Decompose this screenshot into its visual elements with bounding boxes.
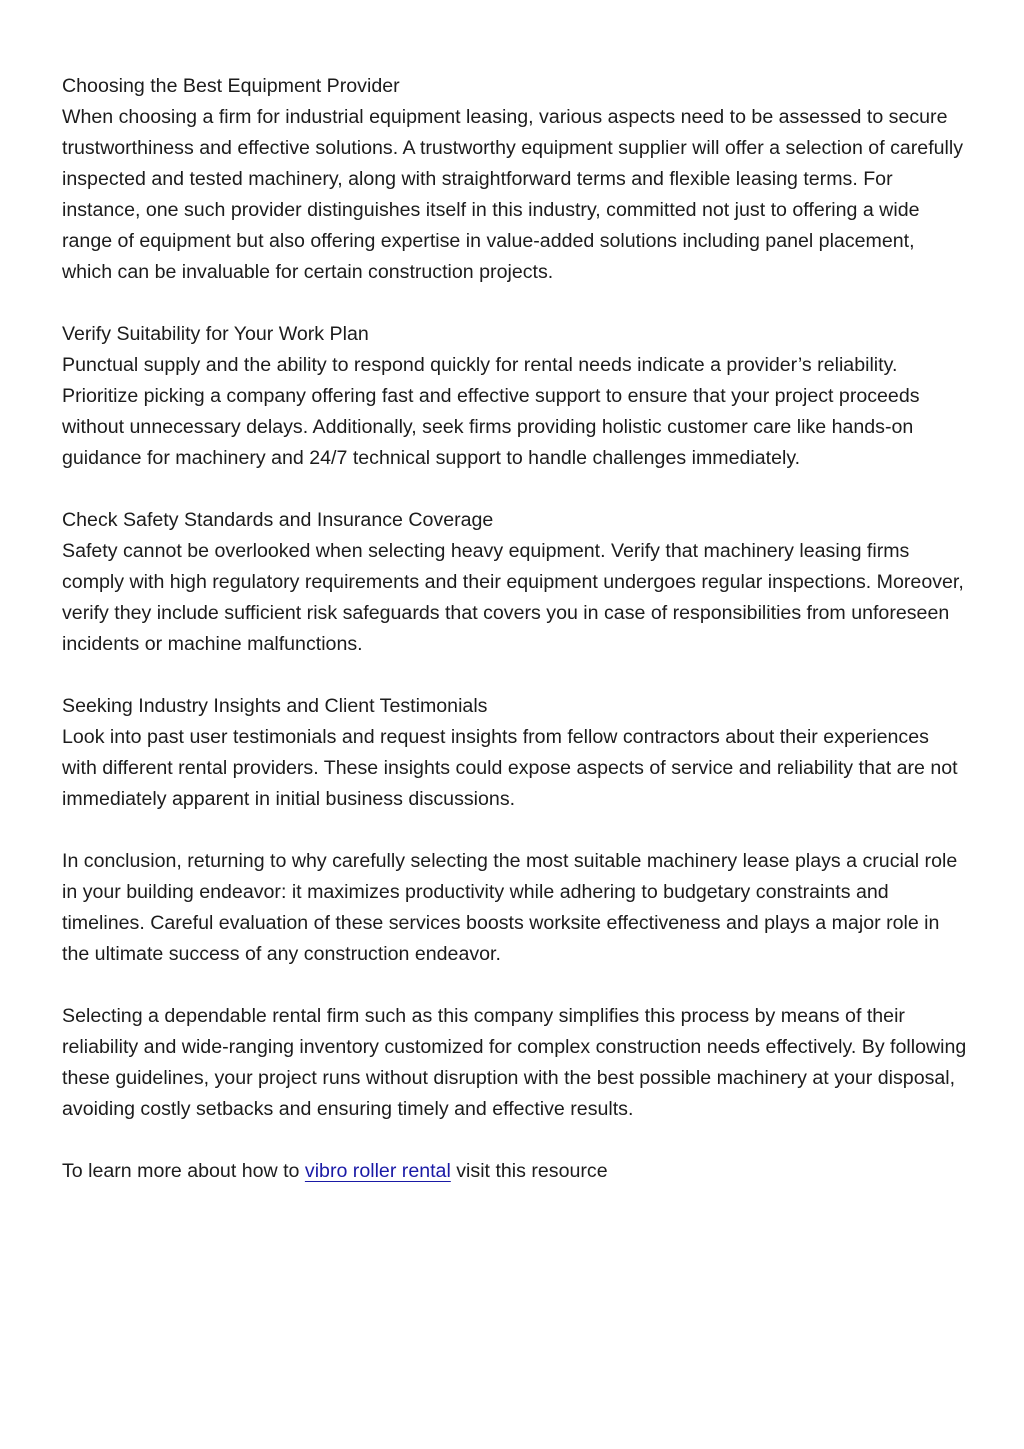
call-to-action [62, 1156, 967, 1187]
section-choosing-provider [62, 71, 967, 288]
recommendation-text: Selecting a dependable rental firm such as this company simplifies this process by means of their reliability and wide-ranging inventory customized for complex construction needs effectively. By following these guidelines, your project runs without disruption with the best possible machinery at your disposal, avoiding costly setbacks and ensuring timely and effective results. [62, 1005, 967, 1120]
cta-prefix: To learn more about how to [62, 1160, 305, 1182]
section-industry-insights [62, 691, 967, 815]
vibro-roller-rental-link[interactable]: vibro roller rental [304, 1160, 451, 1182]
section-body: Look into past user testimonials and request insights from fellow contractors about their experiences with different rental providers. These insights could expose aspects of service and reliability that are not immediately apparent in initial business discussions. [62, 726, 958, 810]
section-safety-standards [62, 505, 967, 660]
section-body: Safety cannot be overlooked when selecting heavy equipment. Verify that machinery leasing firms comply with high regulatory requirements and their equipment undergoes regular inspections. Moreover, verify they include sufficient risk safeguards that covers you in case of responsibilities from unforeseen incidents or machine malfunctions. [62, 540, 964, 655]
section-verify-suitability [62, 319, 967, 474]
cta-suffix: visit this resource [450, 1160, 608, 1182]
conclusion-text: In conclusion, returning to why carefully selecting the most suitable machinery lease plays a crucial role in your building endeavor: it maximizes productivity while adhering to budgetary constraints and timelines. Careful evaluation of these services boosts worksite effectiveness and plays a major role in the ultimate success of any construction endeavor. [62, 850, 958, 965]
conclusion-paragraph [62, 846, 967, 970]
document-page [62, 71, 967, 1218]
section-body: Punctual supply and the ability to respond quickly for rental needs indicate a provider’s reliability. Prioritize picking a company offering fast and effective support to ensure that your project proceeds without unnecessary delays. Additionally, seek firms providing holistic customer care like hands-on guidance for machinery and 24/7 technical support to handle challenges immediately. [62, 354, 920, 469]
recommendation-paragraph [62, 1001, 967, 1125]
section-body: When choosing a firm for industrial equipment leasing, various aspects need to be assessed to secure trustworthiness and effective solutions. A trustworthy equipment supplier will offer a selection of carefully inspected and tested machinery, along with straightforward terms and flexible leasing terms. For instance, one such provider distinguishes itself in this industry, committed not just to offering a wide range of equipment but also offering expertise in value-added solutions including panel placement, which can be invaluable for certain construction projects. [62, 106, 964, 283]
section-heading: Verify Suitability for Your Work Plan [62, 323, 369, 345]
cta-line [62, 1156, 967, 1187]
section-heading: Check Safety Standards and Insurance Coverage [62, 509, 494, 531]
section-heading: Choosing the Best Equipment Provider [62, 75, 400, 97]
section-heading: Seeking Industry Insights and Client Testimonials [62, 695, 488, 717]
